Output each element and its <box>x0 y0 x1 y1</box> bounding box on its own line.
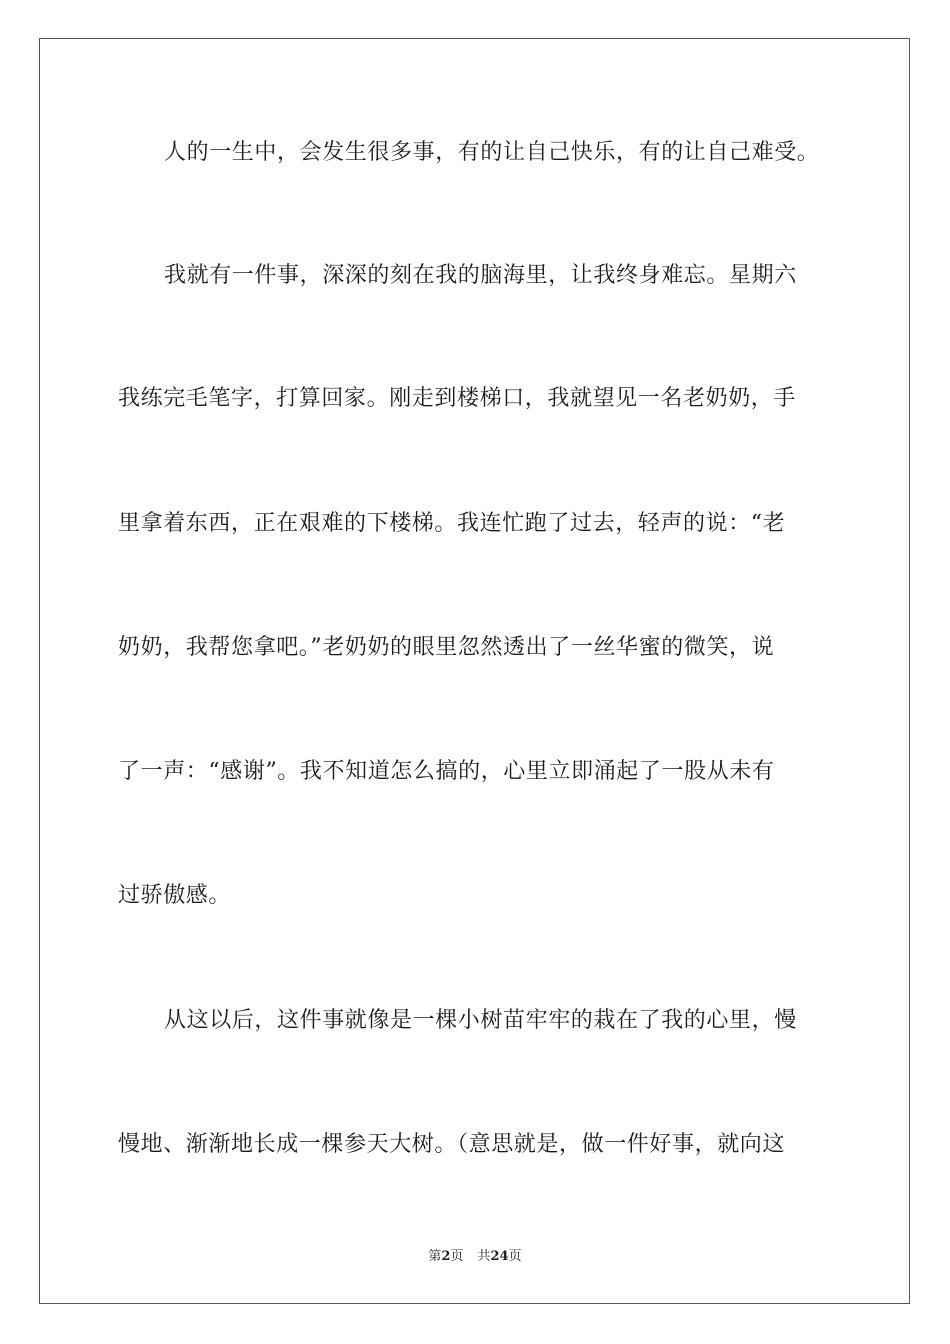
paragraph-line-7: 过骄傲感。 <box>118 883 232 908</box>
total-prefix: 共 <box>477 1249 491 1264</box>
total-pages: 24 <box>490 1249 509 1264</box>
paragraph-line-4: 里拿着东西，正在艰难的下楼梯。我连忙跑了过去，轻声的说：“老 <box>118 511 786 536</box>
page-suffix: 页 <box>450 1249 464 1264</box>
page-number: 2 <box>441 1249 451 1264</box>
paragraph-line-9: 慢地、渐渐地长成一棵参天大树。（意思就是，做一件好事，就向这 <box>118 1132 786 1157</box>
paragraph-line-8: 从这以后，这件事就像是一棵小树苗牢牢的栽在了我的心里，慢 <box>164 1008 797 1033</box>
paragraph-line-3: 我练完毛笔字，打算回家。刚走到楼梯口，我就望见一名老奶奶，手 <box>118 386 797 411</box>
total-suffix: 页 <box>508 1249 522 1264</box>
page-border <box>39 38 910 1304</box>
paragraph-line-2: 我就有一件事，深深的刻在我的脑海里，让我终身难忘。星期六 <box>164 263 797 288</box>
paragraph-line-6: 了一声：“感谢”。我不知道怎么搞的，心里立即涌起了一股从未有 <box>118 759 775 784</box>
page-prefix: 第 <box>428 1249 442 1264</box>
paragraph-line-1: 人的一生中，会发生很多事，有的让自己快乐，有的让自己难受。 <box>164 140 820 165</box>
paragraph-line-5: 奶奶，我帮您拿吧。”老奶奶的眼里忽然透出了一丝华蜜的微笑，说 <box>118 635 775 660</box>
page-footer <box>0 1248 950 1266</box>
